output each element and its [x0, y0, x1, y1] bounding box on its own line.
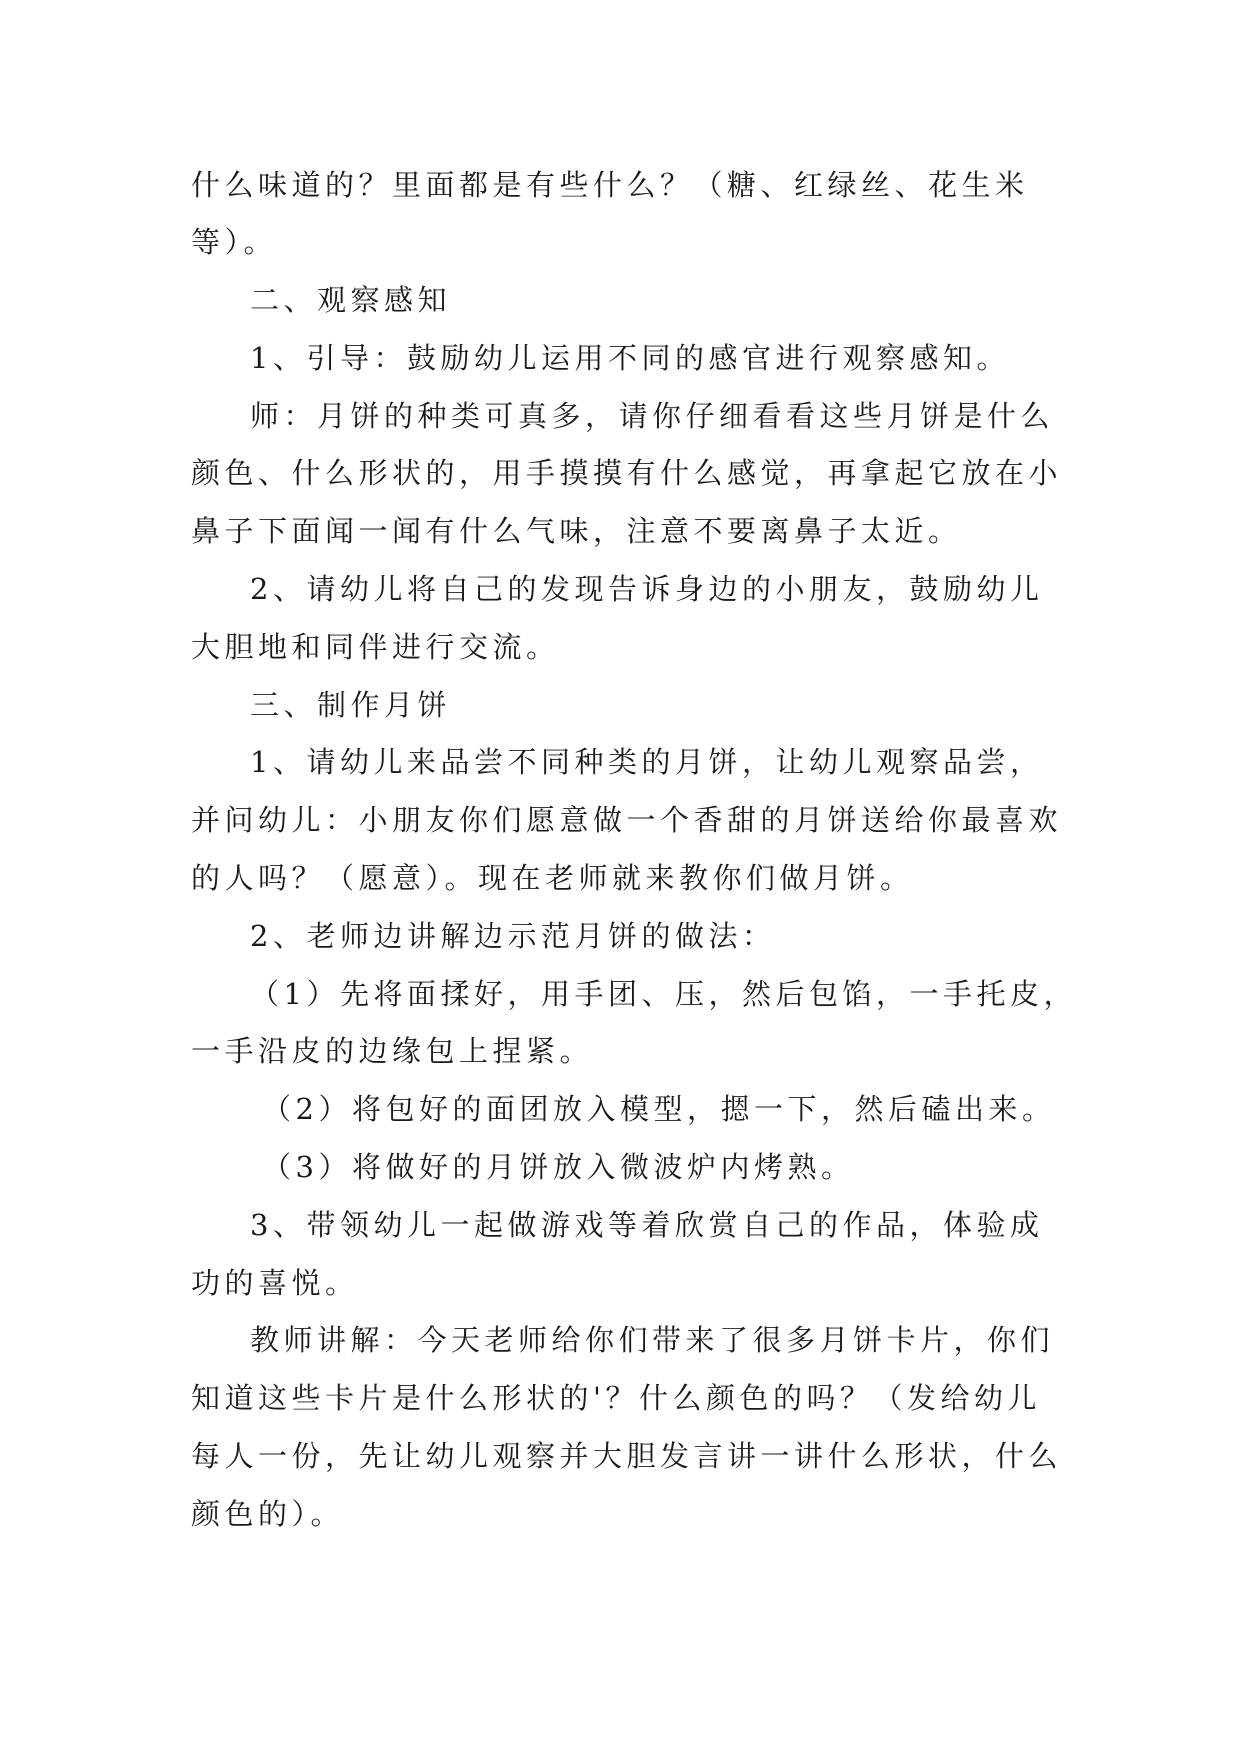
text-line: 师：月饼的种类可真多，请你仔细看看这些月饼是什么: [250, 399, 1055, 433]
text-line: （1）先将面揉好，用手团、压，然后包馅，一手托皮，: [250, 977, 1077, 1011]
text-line: 知道这些卡片是什么形状的'？什么颜色的吗？（发给幼儿: [191, 1381, 1041, 1415]
text-line: 每人一份，先让幼儿观察并大胆发言讲一讲什么形状，什么: [191, 1439, 1063, 1473]
text-line: 一手沿皮的边缘包上捏紧。: [191, 1034, 594, 1068]
text-line: 鼻子下面闻一闻有什么气味，注意不要离鼻子太近。: [191, 514, 962, 548]
text-line: 功的喜悦。: [191, 1266, 359, 1300]
section-heading: 三、制作月饼: [250, 688, 452, 722]
text-line: 大胆地和同伴进行交流。: [191, 630, 560, 664]
text-line: 2、请幼儿将自己的发现告诉身边的小朋友，鼓励幼儿: [250, 572, 1044, 606]
text-line: 的人吗？（愿意）。现在老师就来教你们做月饼。: [191, 861, 914, 895]
text-line: （2）将包好的面团放入模型，摁一下，然后磕出来。: [262, 1092, 1056, 1126]
text-line: 2、老师边讲解边示范月饼的做法：: [250, 919, 776, 953]
section-heading: 二、观察感知: [250, 283, 452, 317]
text-line: 1、引导：鼓励幼儿运用不同的感官进行观察感知。: [250, 341, 1010, 375]
text-line: 并问幼儿：小朋友你们愿意做一个香甜的月饼送给你最喜欢: [191, 803, 1063, 837]
text-line: 教师讲解：今天老师给你们带来了很多月饼卡片，你们: [250, 1323, 1055, 1357]
text-line: 1、请幼儿来品尝不同种类的月饼，让幼儿观察品尝，: [250, 745, 1044, 779]
text-line: 3、带领幼儿一起做游戏等着欣赏自己的作品，体验成: [250, 1208, 1044, 1242]
text-line: 颜色的）。: [191, 1497, 345, 1531]
text-line: 什么味道的？里面都是有些什么？（糖、红绿丝、花生米: [191, 168, 1029, 202]
text-line: 等）。: [191, 225, 278, 259]
text-line: 颜色、什么形状的，用手摸摸有什么感觉，再拿起它放在小: [191, 456, 1063, 490]
text-line: （3）将做好的月饼放入微波炉内烤熟。: [262, 1150, 855, 1184]
